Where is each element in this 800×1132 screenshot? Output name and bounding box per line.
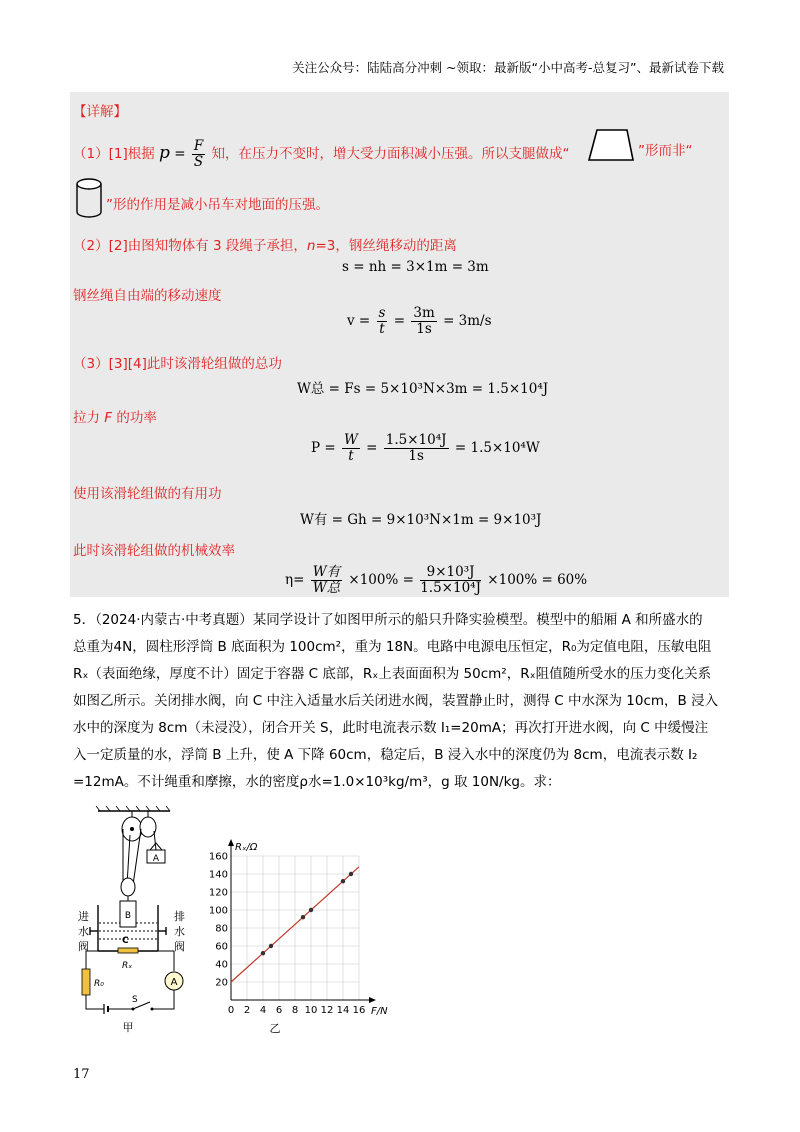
x-tick-label: 8 <box>291 1005 299 1016</box>
solution-line-2: ”形的作用是减小吊车对地面的压强。 <box>106 197 329 213</box>
label-B: B <box>124 911 132 921</box>
y-tick-label: 140 <box>208 869 228 881</box>
data-point <box>301 915 305 919</box>
question-5 <box>73 607 733 796</box>
question-line: 入一定质量的水，浮筒 B 上升，使 A 下降 60cm，稳定后，B 浸入水中的深度仍为 8cm，电流表示数 I₂ <box>73 747 698 763</box>
y-tick-label: 60 <box>215 941 228 953</box>
data-point <box>309 908 313 912</box>
y-tick-label: 160 <box>208 851 228 863</box>
y-tick-label: 100 <box>208 905 228 917</box>
data-point <box>349 872 353 876</box>
solution-line-7: 使用该滑轮组做的有用功 <box>73 486 222 502</box>
x-tick-label: 16 <box>352 1005 366 1016</box>
outlet-label-3: 阀 <box>174 940 185 953</box>
equation-total-work: W总 = Fs = 5×10³N×3m = 1.5×10⁴J <box>297 381 549 397</box>
resistor-Rx <box>118 948 138 953</box>
label-ammeter: A <box>170 977 178 988</box>
label-S: S <box>132 995 138 1005</box>
label-C: C <box>122 936 129 946</box>
x-tick-label: 10 <box>304 1005 318 1016</box>
question-line: 总重为4N，圆柱形浮筒 B 底面积为 100cm²，重为 18N。电路中电源电压恒定，R₀为定值电阻，压敏电阻 <box>73 639 712 655</box>
pulley-right <box>140 817 156 837</box>
caption-yi: 乙 <box>269 1022 281 1035</box>
x-tick-label: 0 <box>227 1005 235 1016</box>
label-A: A <box>152 854 160 864</box>
figure-yi-chart <box>200 830 400 1035</box>
x-tick-label: 12 <box>320 1005 334 1016</box>
pulley-moving <box>121 878 135 896</box>
page-number: 17 <box>73 1067 90 1082</box>
caption-jia: 甲 <box>122 1021 134 1034</box>
inlet-label-1: 进 <box>78 910 89 923</box>
detail-title: 【详解】 <box>73 104 127 120</box>
data-point <box>341 879 345 883</box>
question-line: =12mA。不计绳重和摩擦，水的密度ρ水=1.0×10³kg/m³，g 取 10N/kg。求： <box>73 774 561 790</box>
data-point <box>261 951 265 955</box>
y-tick-label: 80 <box>215 923 228 935</box>
x-axis-arrow <box>369 997 376 1003</box>
question-line: Rₓ（表面绝缘，厚度不计）固定于容器 C 底部，Rₓ上表面面积为 50cm²，Rₓ阻值随所受水的压力变化关系 <box>73 666 712 682</box>
equation-useful-work: W有 = Gh = 9×10³N×1m = 9×10³J <box>300 512 542 528</box>
y-tick-label: 20 <box>215 977 228 989</box>
x-tick-label: 4 <box>259 1005 267 1016</box>
resistor-R0 <box>82 969 90 995</box>
equation-speed: v = $\frac{s}{t}$ = $\frac{3m}{1s}$ = 3m/s <box>347 305 492 337</box>
y-tick-label: 40 <box>215 959 228 971</box>
x-axis-label: F/N <box>371 1006 388 1017</box>
cylinder-leg-icon <box>74 176 104 220</box>
question-line: 如图乙所示。关闭排水阀，向 C 中注入适量水后关闭进水阀，装置静止时，测得 C 中水深为 10cm，B 浸入 <box>73 693 719 709</box>
label-Rx: Rₓ <box>122 961 133 971</box>
outlet-label-1: 排 <box>174 910 185 923</box>
page-header: 关注公众号：陆陆高分冲刺 ~领取：最新版“小中高考-总复习”、最新试卷下载 <box>292 60 724 75</box>
question-line: 5．（2024·内蒙古·中考真题）某同学设计了如图甲所示的船只升降实验模型。模型中的船厢 A 和所盛水的 <box>73 612 703 628</box>
figure-jia <box>70 805 200 1035</box>
x-tick-label: 6 <box>275 1005 283 1016</box>
equation-power: P = $\frac{W}{t}$ = $\frac{\text{1.5×10⁴J}}{1s}$ = 1.5×10⁴W <box>311 432 540 464</box>
solution-line-3: （2）[2]由图知物体有 3 段绳子承担，n=3，钢丝绳移动的距离 <box>73 238 457 254</box>
equation-efficiency: η= $\frac{\text{W有}}{\text{W总}}$ ×100% = $\frac{\text{9×10³J}}{\text{1.5×10⁴J}}$ ×100% = 60% <box>285 564 588 596</box>
label-R0: R₀ <box>94 979 104 989</box>
inlet-label-2: 水 <box>78 925 89 938</box>
solution-line-1b: ”形而非“ <box>638 143 693 159</box>
question-line: 水中的深度为 8cm（未浸没），闭合开关 S，此时电流表示数 I₁=20mA；再次打开进水阀，向 C 中缓慢注 <box>73 720 709 736</box>
trapezoid-leg-icon <box>585 126 637 166</box>
y-axis-label: Rₓ/Ω <box>235 842 258 853</box>
x-tick-label: 2 <box>243 1005 251 1016</box>
solution-line-1: （1）[1]根据 p = $\frac{F}{S}$ 知，在压力不变时，增大受力面积减小压强。所以支腿做成“ <box>73 138 570 170</box>
y-axis-arrow <box>228 839 234 846</box>
solution-line-5: （3）[3][4]此时该滑轮组做的总功 <box>73 356 282 372</box>
x-tick-label: 14 <box>336 1005 350 1016</box>
data-point <box>269 944 273 948</box>
solution-line-4: 钢丝绳自由端的移动速度 <box>73 288 222 304</box>
y-tick-label: 120 <box>208 887 228 899</box>
solution-line-6: 拉力 F 的功率 <box>73 410 157 426</box>
inlet-label-3: 阀 <box>78 940 89 953</box>
equation-distance: s = nh = 3×1m = 3m <box>342 259 489 275</box>
outlet-label-2: 水 <box>174 925 185 938</box>
solution-line-8: 此时该滑轮组做的机械效率 <box>73 543 235 559</box>
